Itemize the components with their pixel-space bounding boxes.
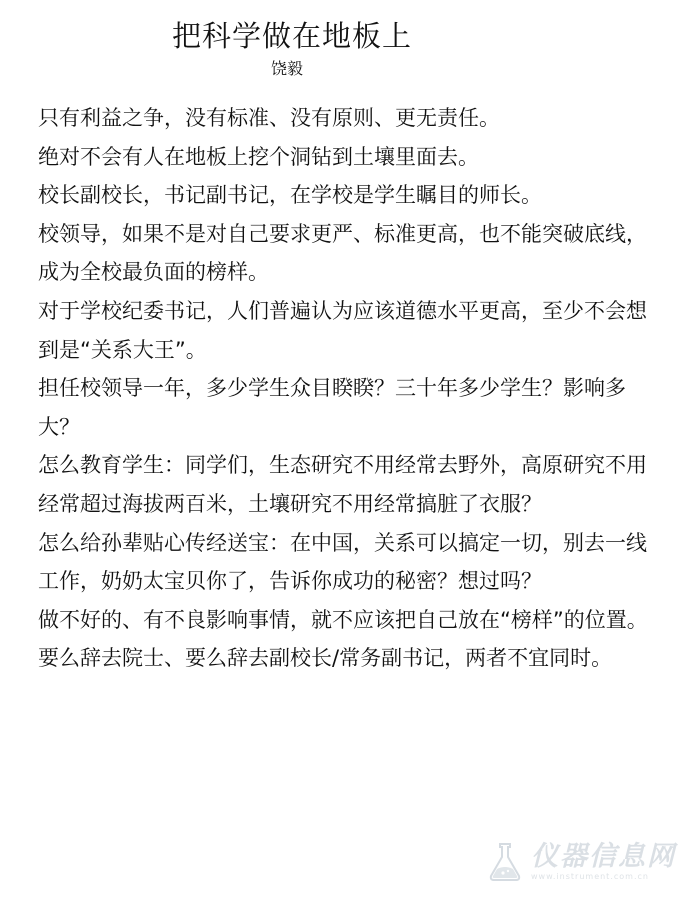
watermark-brand: 仪器信息网 — [531, 841, 676, 872]
paragraph-7: 怎么教育学生：同学们，生态研究不用经常去野外，高原研究不用经常超过海拔两百米，土壤研究不用经常搞脏了衣服？ — [38, 453, 647, 516]
paragraph-8: 怎么给孙辈贴心传经送宝：在中国，关系可以搞定一切，别去一线工作，奶奶太宝贝你了，告诉你成功的秘密？想过吗？ — [38, 530, 647, 594]
paragraph-4: 校领导，如果不是对自己要求更严、标准更高，也不能突破底线，成为全校最负面的榜样。 — [38, 221, 647, 285]
site-watermark — [483, 840, 676, 884]
watermark-url: www.instrument.com.cn — [531, 872, 649, 881]
paragraph-1: 只有利益之争，没有标准、没有原则、更无责任。 — [38, 106, 500, 130]
paragraph-10: 要么辞去院士、要么辞去副校长/常务副书记，两者不宜同时。 — [38, 646, 613, 671]
flask-logo-icon — [483, 840, 527, 884]
paragraph-3: 校长副校长，书记副书记，在学校是学生瞩目的师长。 — [38, 183, 542, 208]
paragraph-6: 担任校领导一年，多少学生众目睽睽？三十年多少学生？影响多大？ — [38, 376, 626, 439]
article-author: 饶毅 — [271, 59, 304, 78]
paragraph-9: 做不好的、有不良影响事情，就不应该把自己放在“榜样”的位置。 — [38, 607, 648, 632]
paragraph-5: 对于学校纪委书记，人们普遍认为应该道德水平更高，至少不会想到是“关系大王”。 — [38, 298, 647, 362]
article-body — [38, 99, 650, 678]
article-title: 把科学做在地板上 — [172, 19, 413, 53]
paragraph-2: 绝对不会有人在地板上挖个洞钻到土壤里面去。 — [38, 144, 479, 169]
